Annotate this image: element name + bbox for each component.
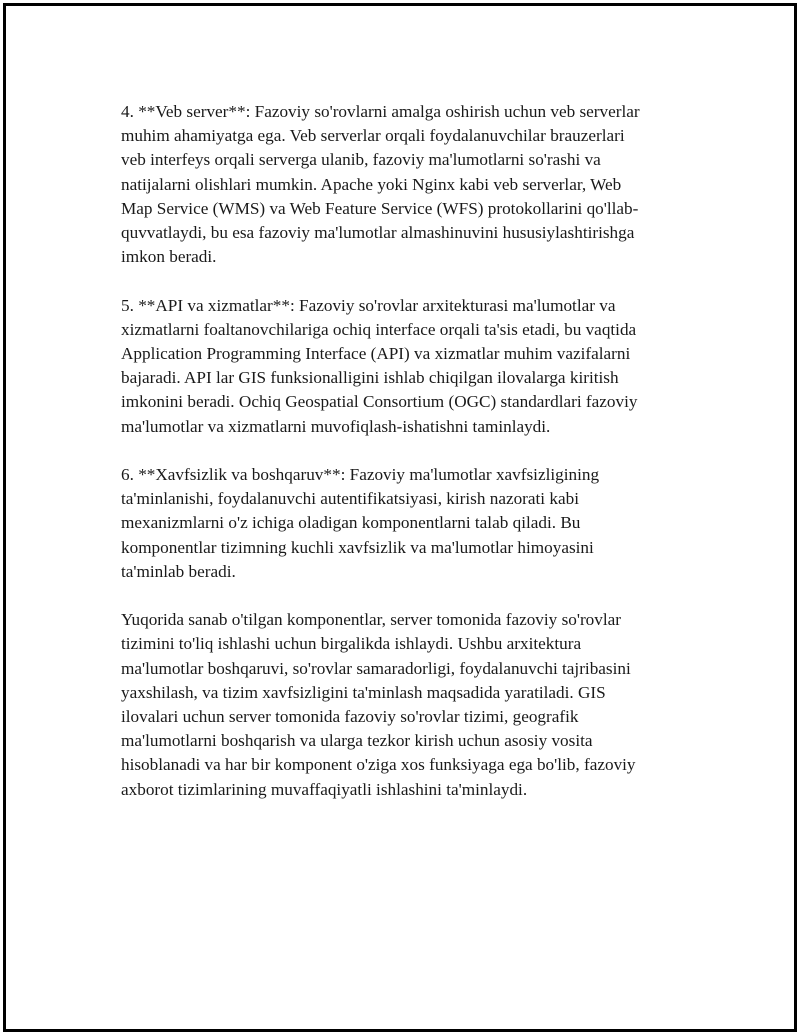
page-frame [3, 3, 797, 1032]
paragraph-api-xizmatlar: 5. **API va xizmatlar**: Fazoviy so'rovlar arxitekturasi ma'lumotlar va xizmatlarni foaltanovchilariga ochiq interface orqali ta'sis etadi, bu vaqtida Application Programming Interface (API) va xizmatlar muhim vazifalarni bajaradi. API lar GIS funksionalligini ishlab chiqilgan ilovalarga kiritish imkonini beradi. Ochiq Geospatial Consortium (OGC) standardlari fazoviy ma'lumotlar va xizmatlarni muvofiqlash-ishatishni taminlaydi. [121, 295, 638, 436]
paragraph-veb-server: 4. **Veb server**: Fazoviy so'rovlarni amalga oshirish uchun veb serverlar muhim ahamiyatga ega. Veb serverlar orqali foydalanuvchilar brauzerlari veb interfeys orqali serverga ulanib, fazoviy ma'lumotlarni so'rashi va natijalarni olishlari mumkin. Apache yoki Nginx kabi veb serverlar, Web Map Service (WMS) va Web Feature Service (WFS) protokollarini qo'llab- quvvatlaydi, bu esa fazoviy ma'lumotlar almashinuvini hususiylashtirishga imkon beradi. [121, 102, 640, 267]
paragraph-summary: Yuqorida sanab o'tilgan komponentlar, server tomonida fazoviy so'rovlar tizimini to'liq ishlashi uchun birgalikda ishlaydi. Ushbu arxitektura ma'lumotlar boshqaruvi, so'rovlar samaradorligi, foydalanuvchi tajribasini yaxshilash, va tizim xavfsizligini ta'minlash maqsadida yaratiladi. GIS ilovalari uchun server tomonida fazoviy so'rovlar tizimi, geografik ma'lumotlarni boshqarish va ularga tezkor kirish uchun asosiy vosita hisoblanadi va har bir komponent o'ziga xos funksiyaga ega bo'lib, fazoviy axborot tizimlarining muvaffaqiyatli ishlashini ta'minlaydi. [121, 610, 636, 799]
paragraph-xavfsizlik: 6. **Xavfsizlik va boshqaruv**: Fazoviy ma'lumotlar xavfsizligining ta'minlanishi, foydalanuvchi autentifikatsiyasi, kirish nazorati kabi mexanizmlarni o'z ichiga oladigan komponentlarni talab qiladi. Bu komponentlar tizimning kuchli xavfsizlik va ma'lumotlar himoyasini ta'minlab beradi. [121, 465, 600, 581]
document-body [121, 100, 691, 826]
